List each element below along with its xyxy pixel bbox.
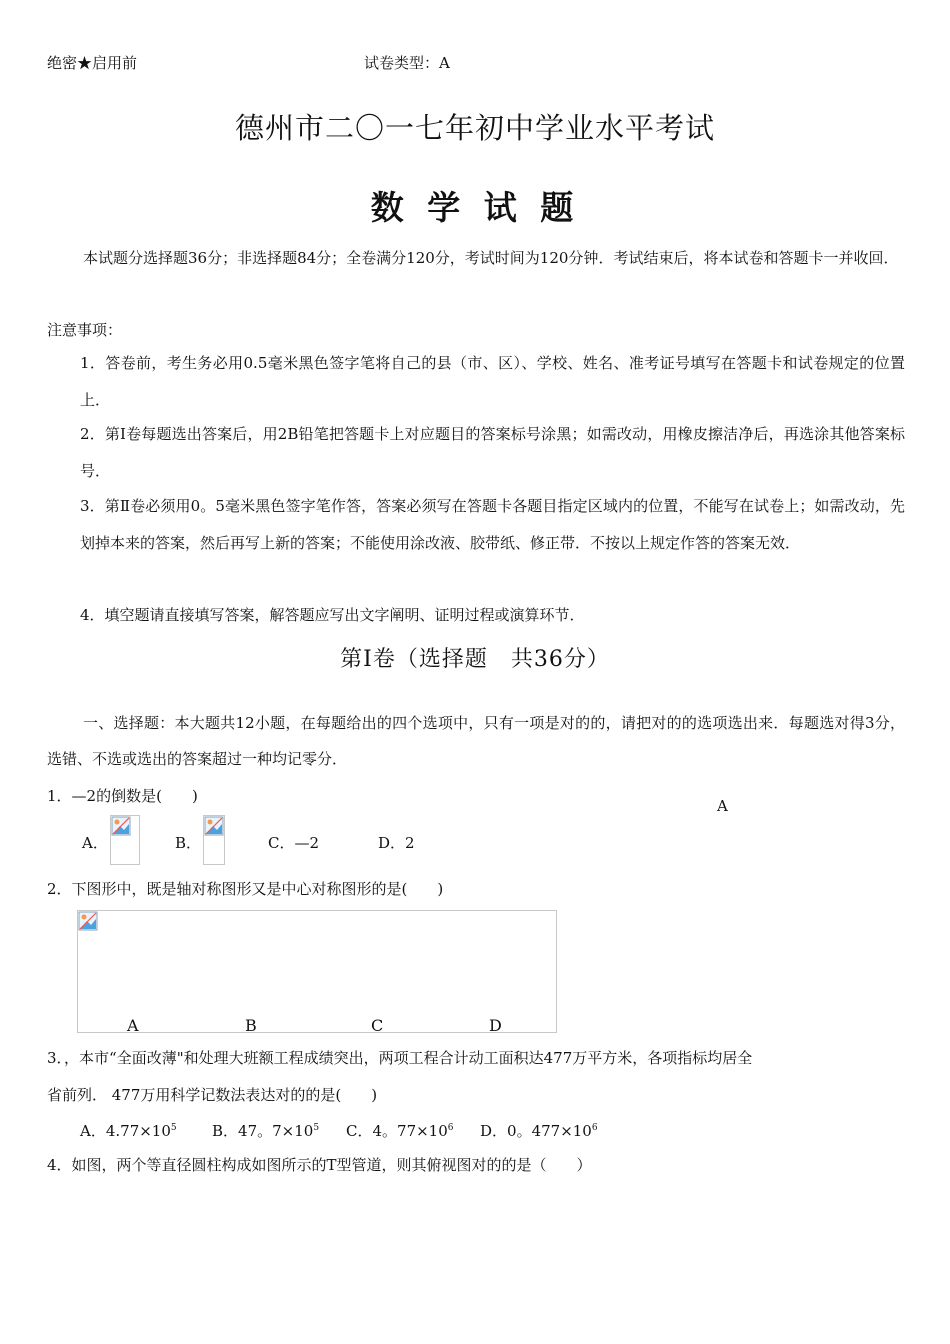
q3-option-d-exp: 6	[591, 1123, 598, 1133]
q3-option-c[interactable]	[346, 1120, 454, 1141]
q3-stem-line1: 3．，本市“全面改薄"和处理大班额工程成绩突出，两项工程合计动工面积达477万平方米，各项指标均居全	[47, 1049, 753, 1067]
paper-type-label: 试卷类型：A	[364, 54, 450, 72]
q1-stem: 1．—2的倒数是( )	[47, 787, 198, 805]
q3-option-d-base: D．0。477×10	[480, 1122, 592, 1140]
broken-image-icon	[111, 816, 131, 836]
q2-figure	[77, 910, 557, 1033]
note-item-2: 2．第Ⅰ卷每题选出答案后，用2B铅笔把答题卡上对应题目的答案标号涂黑；如需改动，用橡皮擦洁净后，再选涂其他答案标号．	[80, 425, 905, 480]
q2-stem: 2．下图形中，既是轴对称图形又是中心对称图形的是( )	[47, 880, 444, 898]
part1-intro: 一、选择题：本大题共12小题，在每题给出的四个选项中，只有一项是对的的，请把对的的选项选出来．每题选对得3分，选错、不选或选出的答案超过一种均记零分．	[47, 714, 905, 768]
q3-option-b-base: B．47。7×10	[212, 1122, 314, 1140]
q2-label-b[interactable]: B	[245, 1016, 257, 1035]
notes-heading: 注意事项：	[47, 321, 123, 339]
q2-label-c[interactable]: C	[371, 1016, 384, 1035]
intro-paragraph: 本试题分选择题36分；非选择题84分；全卷满分120分，考试时间为120分钟．考试结束后，将本试卷和答题卡一并收回．	[83, 249, 899, 267]
secret-label: 绝密★启用前	[47, 54, 138, 72]
q3-stem-line2: 省前列． 477万用科学记数法表达对的的是( )	[47, 1086, 378, 1104]
q1-option-b-image	[203, 815, 225, 865]
exam-title: 德州市二〇一七年初中学业水平考试	[234, 111, 715, 145]
q1-option-b[interactable]: B．	[175, 834, 202, 852]
q3-option-a-exp: 5	[170, 1123, 177, 1133]
q1-answer-mark: A	[717, 797, 728, 815]
q3-option-c-base: C．4。77×10	[346, 1122, 448, 1140]
q2-label-a[interactable]: A	[127, 1016, 139, 1035]
q3-option-d[interactable]	[480, 1120, 598, 1141]
q3-option-c-exp: 6	[447, 1123, 454, 1133]
broken-image-icon	[78, 911, 98, 931]
q3-option-b-exp: 5	[313, 1123, 320, 1133]
q3-option-b[interactable]	[212, 1120, 319, 1141]
q1-option-d[interactable]: D．2	[378, 834, 415, 852]
q1-option-c[interactable]: C．—2	[268, 834, 320, 852]
note-item-3: 3．第Ⅱ卷必须用0。5毫米黑色签字笔作答，答案必须写在答题卡各题目指定区域内的位置，不能写在试卷上；如需改动，先划掉本来的答案，然后再写上新的答案；不能使用涂改液、胶带纸、修正带．不按以上规定作答的答案无效．	[80, 497, 905, 552]
q1-option-a[interactable]: A．	[82, 834, 108, 852]
q4-stem: 4．如图，两个等直径圆柱构成如图所示的T型管道，则其俯视图对的的是（ ）	[47, 1156, 592, 1174]
q3-option-a[interactable]	[80, 1120, 177, 1141]
subject-title: 数 学 试 题	[370, 188, 580, 227]
section-title: 第Ⅰ卷（选择题 共36分）	[340, 647, 610, 672]
q3-option-a-base: A．4.77×10	[80, 1122, 171, 1140]
note-item-4: 4．填空题请直接填写答案，解答题应写出文字阐明、证明过程或演算环节．	[80, 606, 585, 624]
broken-image-icon	[204, 816, 224, 836]
q2-label-d[interactable]: D	[489, 1016, 502, 1035]
q1-option-a-image	[110, 815, 140, 865]
note-item-1: 1．答卷前，考生务必用0.5毫米黑色签字笔将自己的县（市、区）、学校、姓名、准考证号填写在答题卡和试卷规定的位置上．	[80, 354, 905, 409]
